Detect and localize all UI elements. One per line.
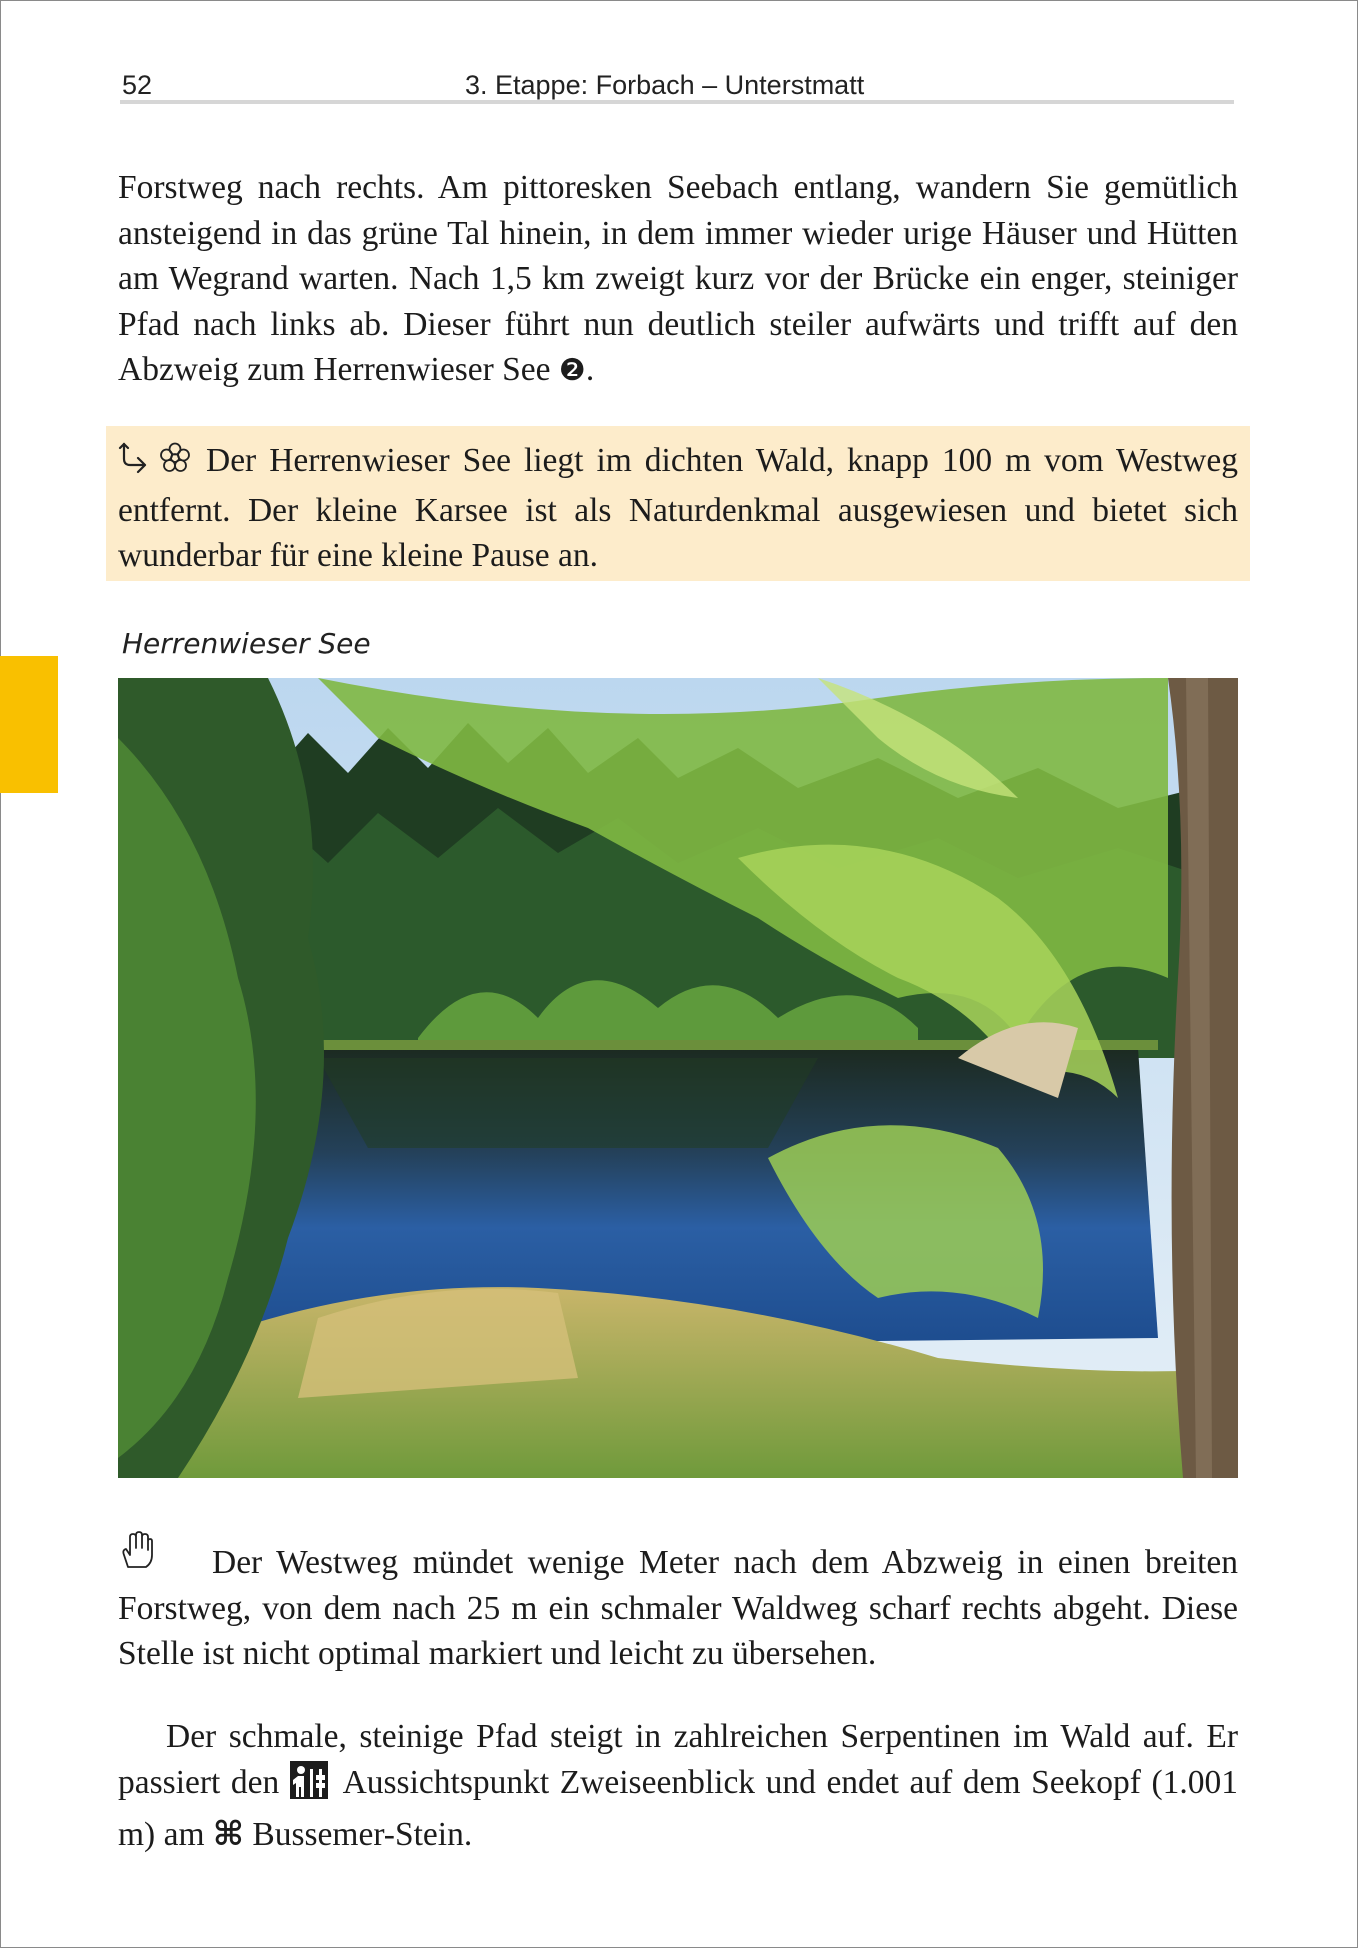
westweg-text: Der Westweg mündet wenige Meter nach dem Abzweig in einen breiten Forstweg, von dem nach 25 m ein schmaler Waldweg scharf rechts abgeht. Diese Stelle ist nicht optimal markiert und leicht zu übersehen. bbox=[118, 1544, 1238, 1672]
running-title: 3. Etappe: Forbach – Unterstmatt bbox=[465, 70, 865, 100]
tip-text: Der Herrenwieser See liegt im dichten Wald, knapp 100 m vom Westweg entfernt. Der kleine Karsee ist als Naturdenkmal ausgewiesen und bietet sich wunderbar für eine kleine Pause an. bbox=[118, 442, 1238, 574]
paragraph-forstweg bbox=[118, 165, 1238, 394]
paragraph-end: . bbox=[585, 351, 595, 388]
flower-icon bbox=[158, 441, 192, 488]
waypoint-marker: ❷ bbox=[558, 353, 586, 388]
paragraph-westweg bbox=[118, 1531, 1238, 1677]
serpentinen-text-3: Bussemer-Stein. bbox=[252, 1816, 473, 1853]
tip-paragraph bbox=[118, 438, 1238, 579]
hand-pointer-icon bbox=[118, 1531, 154, 1582]
page-number: 52 bbox=[122, 70, 153, 100]
command-symbol-icon: ⌘ bbox=[212, 1814, 244, 1853]
detour-arrow-icon bbox=[118, 441, 152, 488]
viewpoint-icon bbox=[290, 1761, 328, 1812]
serpentinen-text-2: Aussichtspunkt Zweiseenblick und endet auf dem Seekopf (1.001 m) am bbox=[118, 1763, 1238, 1853]
paragraph-serpentinen bbox=[118, 1714, 1238, 1858]
photo-caption: Herrenwieser See bbox=[122, 627, 371, 660]
paragraph-text: Forstweg nach rechts. Am pittoresken Seebach entlang, wandern Sie gemütlich ansteigend in das grüne Tal hinein, in dem immer wieder urige Häuser und Hütten am Wegrand warten. Nach 1,5 km zweigt kurz vor der Brücke ein enger, steiniger Pfad nach links ab. Dieser führt nun deutlich steiler aufwärts und trifft auf den Abzweig zum Herrenwieser See bbox=[118, 169, 1238, 388]
lake-photo bbox=[118, 678, 1238, 1478]
lake-photo-illustration bbox=[118, 678, 1238, 1478]
chapter-thumb-tab bbox=[0, 656, 58, 793]
header-rule bbox=[120, 100, 1234, 104]
serpentinen-text-1: Der schmale, steinige Pfad steigt in zahlreichen Serpentinen im Wald auf. Er passiert den bbox=[118, 1718, 1238, 1801]
